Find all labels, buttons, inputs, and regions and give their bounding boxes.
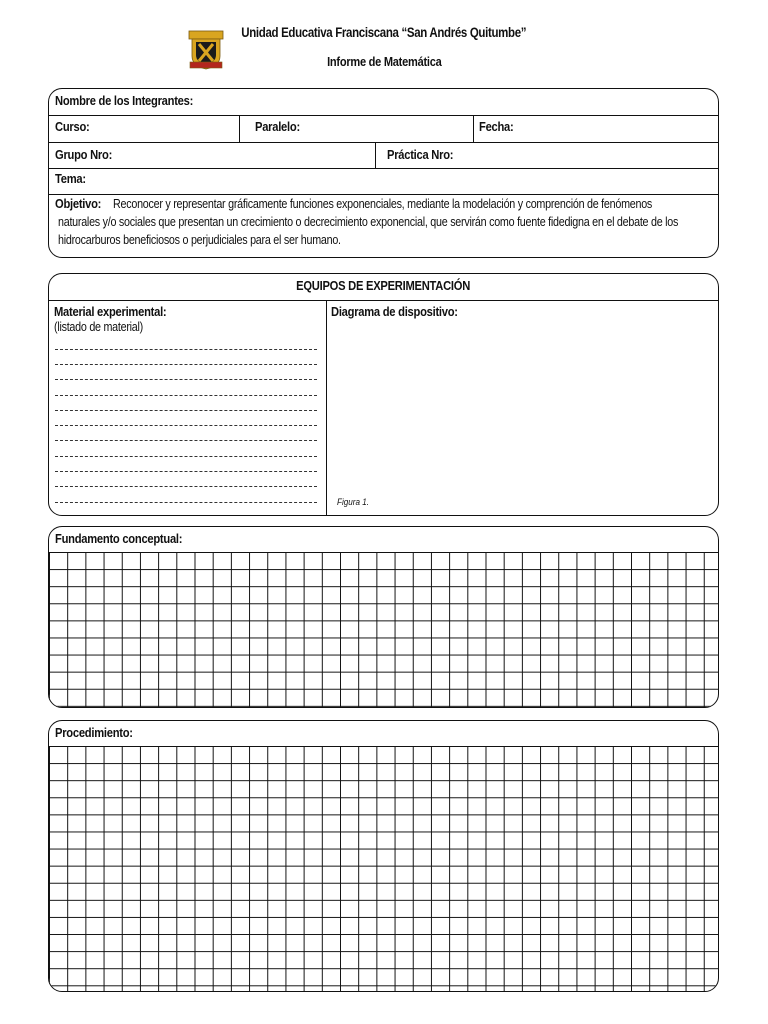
date-label: Fecha: xyxy=(479,119,514,134)
conceptual-grid xyxy=(49,552,718,707)
objective-label: Objetivo: xyxy=(55,196,102,211)
divider xyxy=(49,115,718,116)
figure-caption: Figura 1. xyxy=(337,497,369,507)
material-line xyxy=(55,502,317,503)
material-line xyxy=(55,471,317,472)
material-line xyxy=(55,410,317,411)
objective-line-3: hidrocarburos beneficiosos o perjudiciales para el ser humano. xyxy=(58,233,341,247)
school-name: Unidad Educativa Franciscana “San Andrés Quitumbe” xyxy=(241,24,527,40)
material-line xyxy=(55,379,317,380)
divider xyxy=(49,300,718,301)
procedure-grid xyxy=(49,746,718,991)
members-label: Nombre de los Integrantes: xyxy=(55,93,194,108)
material-line xyxy=(55,364,317,365)
conceptual-box xyxy=(48,526,719,708)
group-label: Grupo Nro: xyxy=(55,147,113,162)
material-line xyxy=(55,486,317,487)
material-label: Material experimental: xyxy=(54,304,167,319)
material-line xyxy=(55,425,317,426)
course-label: Curso: xyxy=(55,119,90,134)
divider xyxy=(326,300,327,516)
objective-line-2: naturales y/o sociales que presentan un crecimiento o decrecimiento exponencial, que servirán como fuente fidedigna en el debate de los xyxy=(58,215,679,229)
procedure-label: Procedimiento: xyxy=(55,725,133,740)
diagram-label: Diagrama de dispositivo: xyxy=(331,304,458,319)
objective-line-1: Reconocer y representar gráficamente funciones exponenciales, mediante la modelación y comprención de fenómenos xyxy=(113,197,653,211)
equipment-box xyxy=(48,273,719,516)
material-hint: (listado de material) xyxy=(54,320,143,334)
divider xyxy=(239,115,240,142)
material-line xyxy=(55,395,317,396)
equipment-title: EQUIPOS DE EXPERIMENTACIÓN xyxy=(296,278,471,293)
conceptual-label: Fundamento conceptual: xyxy=(55,531,183,546)
divider xyxy=(49,168,718,169)
divider xyxy=(473,115,474,142)
material-line xyxy=(55,440,317,441)
procedure-box xyxy=(48,720,719,992)
divider xyxy=(375,142,376,168)
practice-label: Práctica Nro: xyxy=(387,147,454,162)
material-line xyxy=(55,456,317,457)
divider xyxy=(49,142,718,143)
topic-label: Tema: xyxy=(55,171,86,186)
material-line xyxy=(55,349,317,350)
divider xyxy=(49,194,718,195)
parallel-label: Paralelo: xyxy=(255,119,300,134)
student-info-box xyxy=(48,88,719,258)
report-title: Informe de Matemática xyxy=(326,54,442,69)
